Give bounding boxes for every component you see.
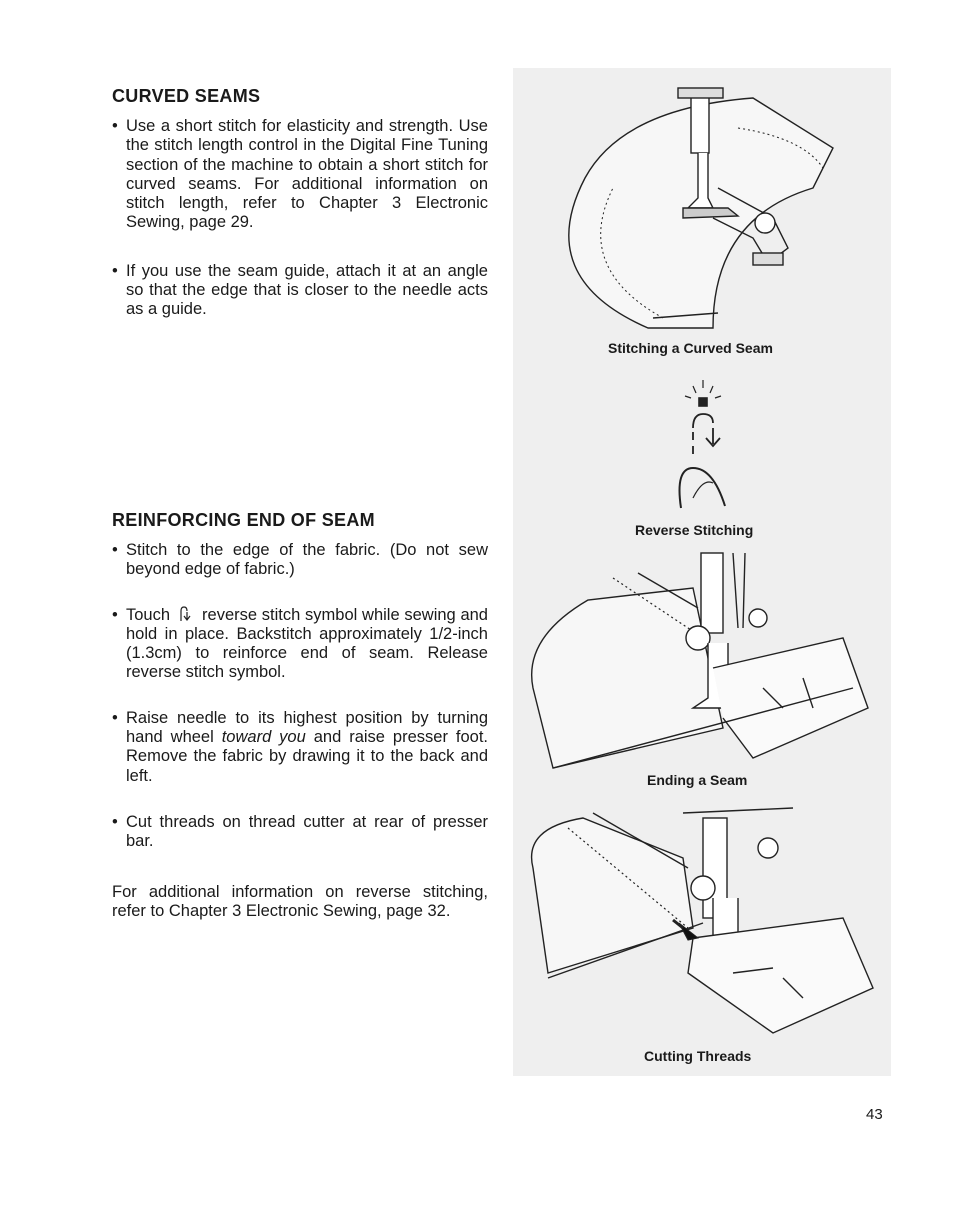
- curved-seams-bullet-1: [112, 117, 488, 233]
- reinforcing-bullet-4: [112, 813, 488, 852]
- reinforcing-section: [112, 510, 488, 921]
- caption-reverse-stitching: Reverse Stitching: [635, 522, 754, 538]
- bullet-text: Stitch to the edge of the fabric. (Do not sew beyond edge of fabric.): [126, 541, 488, 579]
- emphasis-toward-you: toward you: [221, 728, 306, 747]
- bullet-dot: •: [112, 708, 118, 727]
- bullet-text: If you use the seam guide, attach it at an angle so that the edge that is closer to the needle acts as a guide.: [126, 261, 488, 319]
- reinforcing-heading: REINFORCING END OF SEAM: [112, 510, 375, 530]
- caption-stitching-curved-seam: Stitching a Curved Seam: [608, 340, 773, 356]
- illustration-panel: [513, 68, 891, 1076]
- bullet-text: Use a short stitch for elasticity and strength. Use the stitch length control in the Digital Fine Tuning section of the machine to obtain a short stitch for curved seams. For additional information on stitch length, refer to Chapter 3 Electronic Sewing, page 29.: [126, 117, 488, 232]
- bullet-dot: •: [112, 812, 118, 831]
- illustrations-svg: [513, 68, 891, 1076]
- curved-seams-heading: CURVED SEAMS: [112, 86, 261, 106]
- bullet-dot: •: [112, 117, 118, 135]
- cutting-threads-illustration: [532, 808, 873, 1033]
- closing-paragraph: For additional information on reverse stitching, refer to Chapter 3 Electronic Sewing, page 32.: [112, 882, 488, 920]
- caption-cutting-threads: Cutting Threads: [644, 1048, 752, 1064]
- bullet-dot: •: [112, 261, 118, 280]
- curved-seams-section: [112, 86, 488, 320]
- bullet-dot: •: [112, 541, 118, 559]
- bullet-text: Cut threads on thread cutter at rear of presser bar.: [126, 812, 488, 851]
- reinforcing-bullet-1: [112, 541, 488, 580]
- caption-ending-a-seam: Ending a Seam: [647, 772, 748, 788]
- curved-seam-illustration: [569, 88, 833, 328]
- reverse-stitching-icon: [680, 380, 726, 508]
- ending-seam-illustration: [532, 553, 868, 768]
- reinforcing-bullet-3: • Raise needle to its highest position by turning hand wheel toward you and raise presser foot. Remove the fabric by drawing it to the back and left.: [112, 708, 488, 785]
- page-number: 43: [866, 1106, 883, 1123]
- curved-seams-bullet-2: [112, 262, 488, 320]
- bullet-dot: •: [112, 605, 118, 624]
- reverse-stitch-symbol-icon: [178, 606, 192, 622]
- reinforcing-bullet-2: • Touch reverse stitch symbol while sewing and hold in place. Backstitch approximately 1/2-inch (1.3cm) to reinforce end of seam. Release reverse stitch symbol.: [112, 605, 488, 682]
